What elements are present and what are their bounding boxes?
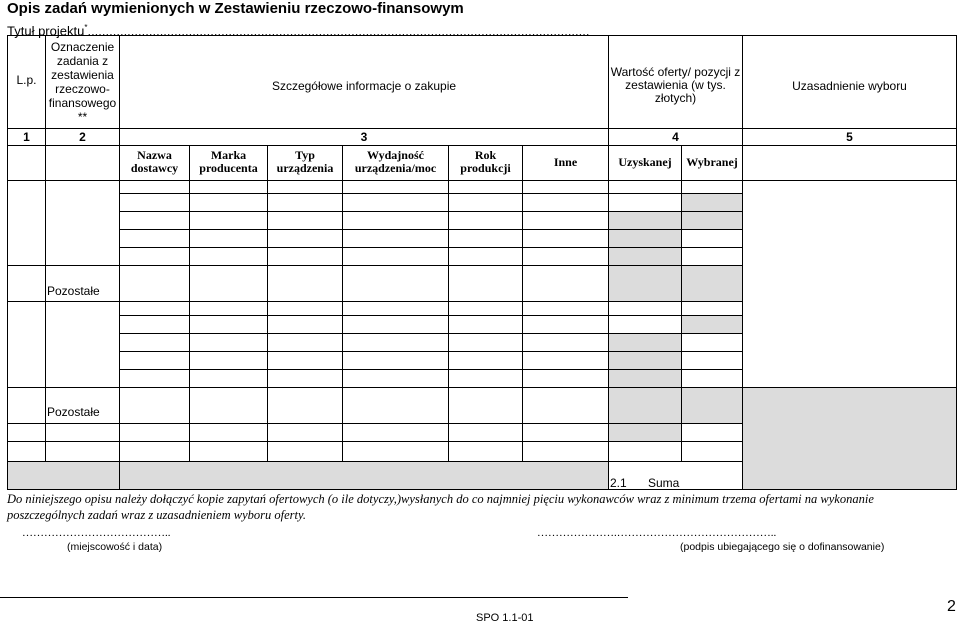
subheader-marka: Marka producenta — [199, 148, 258, 175]
shaded-cell — [608, 211, 742, 229]
shaded-cell — [608, 369, 681, 387]
row-pozostale-2: Pozostałe — [47, 405, 100, 419]
suma-number: 2.1 — [610, 476, 627, 490]
project-title-label: Tytuł projektu — [7, 23, 85, 39]
shaded-cell — [608, 229, 681, 247]
shaded-cell — [681, 315, 742, 333]
col-number-4: 4 — [672, 130, 679, 144]
subheader-inne: Inne — [553, 155, 578, 169]
signature-right-dots: ………………….…………………………………….. — [537, 527, 777, 539]
shaded-cell — [8, 461, 608, 489]
col-number-1: 1 — [23, 130, 30, 144]
shaded-cell — [608, 351, 681, 369]
header-szczegolowe: Szczegółowe informacje o zakupie — [271, 79, 457, 93]
shaded-cell — [608, 247, 681, 265]
header-lp: L.p. — [16, 73, 37, 87]
subheader-rok: Rok produkcji — [460, 148, 511, 175]
subheader-uzyskanej: Uzyskanej — [618, 155, 672, 169]
shaded-cell — [681, 193, 742, 211]
subheader-wybranej: Wybranej — [686, 155, 738, 169]
footer-rule — [0, 597, 628, 598]
page-number: 2 — [947, 598, 956, 615]
attachment-note: Do niniejszego opisu należy dołączyć kopie zapytań ofertowych (o ile dotyczy,)wysłanych do co najmniej pięciu wykonawców wraz z minimum trzema ofertami na wykonanie poszczególnych zadań wraz z uzasadnieniem wyboru oferty. — [7, 492, 874, 522]
suma-label: Suma — [648, 476, 680, 490]
shaded-cell — [608, 423, 681, 441]
shaded-cell — [608, 387, 742, 423]
col-number-2: 2 — [79, 130, 86, 144]
header-oznaczenie-text: Oznaczenie zadania z zestawienia rzeczowo-finansowego — [48, 40, 117, 110]
header-wartosc: Wartość oferty/ pozycji z zestawienia (w tys. złotych) — [610, 65, 741, 105]
project-title-footnote-mark: * — [84, 23, 88, 32]
signature-left-label: (miejscowość i data) — [67, 541, 163, 553]
header-oznaczenie — [46, 40, 119, 124]
signature-right-label: (podpis ubiegającego się o dofinansowanie) — [680, 541, 885, 553]
header-oznaczenie-mark: ** — [77, 110, 88, 124]
shaded-cell — [742, 387, 956, 489]
row-pozostale-1: Pozostałe — [47, 284, 100, 298]
subheader-nazwa: Nazwa dostawcy — [130, 148, 179, 175]
subheader-wydajnosc: Wydajność urządzenia/moc — [354, 148, 437, 175]
footer-code: SPO 1.1-01 — [476, 612, 534, 624]
project-title-dots: ........................................................................................................................................... — [87, 23, 590, 39]
document-title: Opis zadań wymienionych w Zestawieniu rzeczowo-finansowym — [7, 0, 464, 17]
col-number-3: 3 — [360, 130, 368, 144]
header-uzasadnienie: Uzasadnienie wyboru — [792, 79, 907, 93]
shaded-cell — [608, 265, 742, 301]
col-number-5: 5 — [846, 130, 853, 144]
shaded-cell — [608, 333, 681, 351]
signature-left-dots: ………………………………….. — [22, 527, 171, 539]
subheader-typ: Typ urządzenia — [276, 148, 334, 175]
